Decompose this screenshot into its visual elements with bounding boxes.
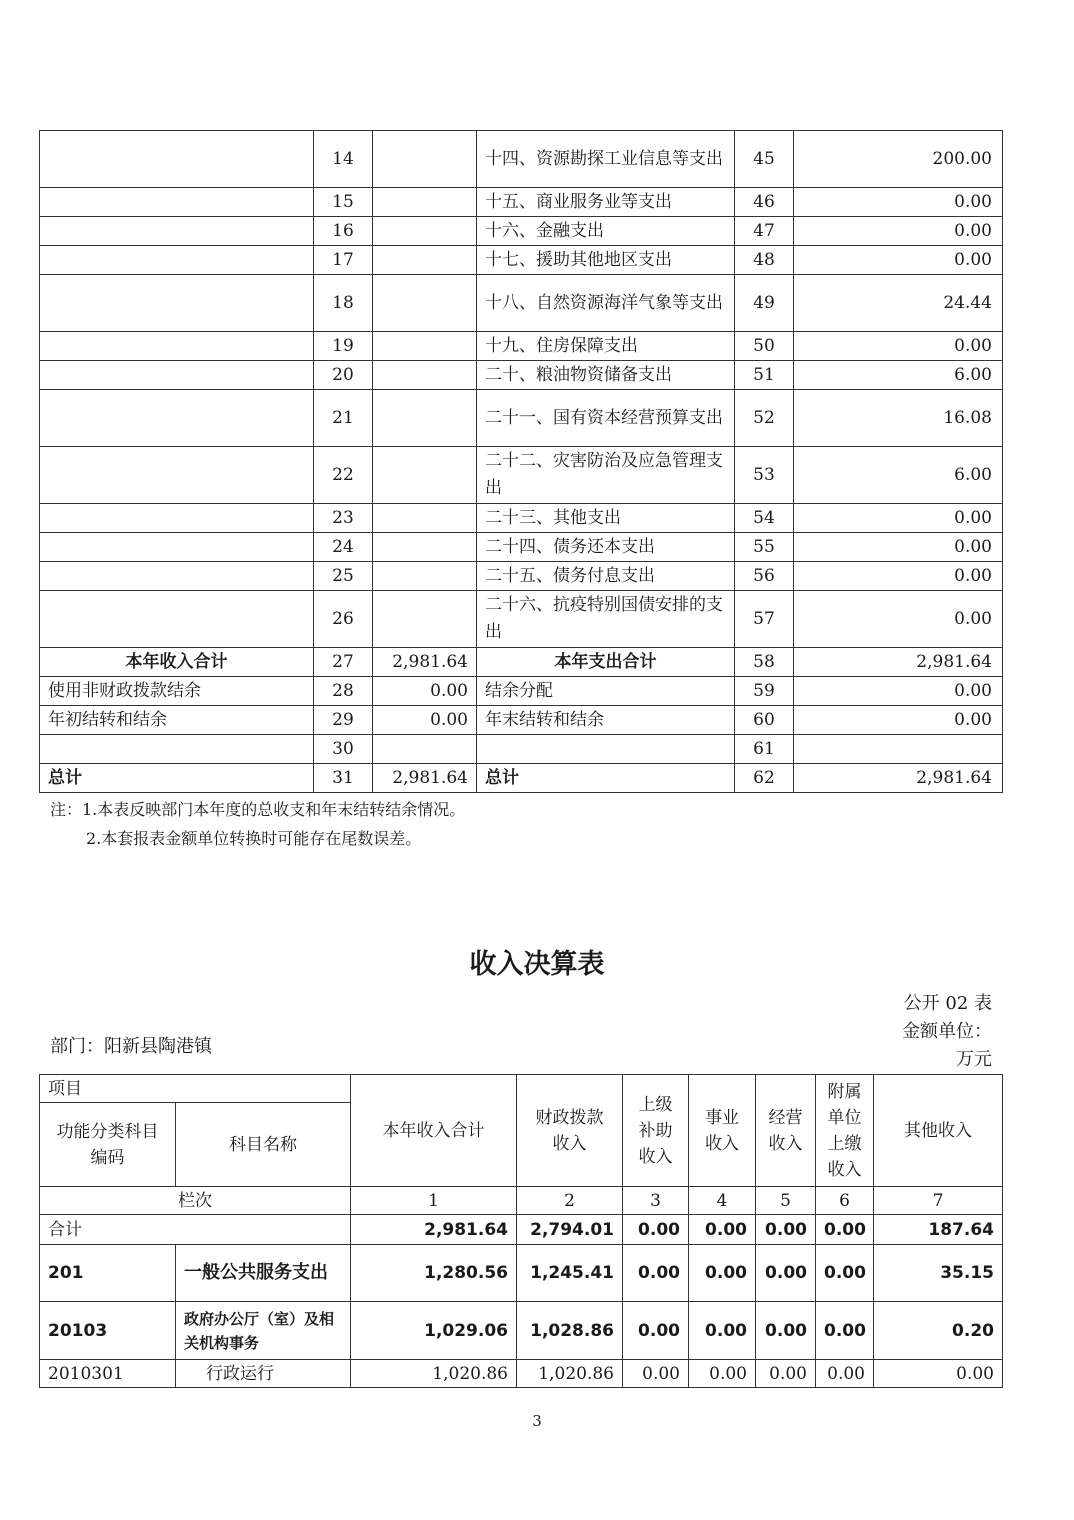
- table-row: [40, 332, 1003, 361]
- row-operating: 0.00: [756, 1245, 816, 1302]
- cell-expense-item: 结余分配: [477, 677, 735, 706]
- report-title: 收入决算表: [469, 949, 605, 980]
- cell-income-amount: [373, 591, 477, 648]
- cell-income-no: 25: [314, 562, 373, 591]
- row-superior: 0.00: [623, 1302, 689, 1360]
- cell-income-item: 年初结转和结余: [40, 706, 314, 735]
- cell-expense-no: 55: [735, 533, 794, 562]
- cell-expense-item: 年末结转和结余: [477, 706, 735, 735]
- cell-income-item: [40, 591, 314, 648]
- cell-income-no: 17: [314, 246, 373, 275]
- cell-income-item: [40, 504, 314, 533]
- cell-expense-item: 本年支出合计: [477, 648, 735, 677]
- cell-expense-amount: [794, 735, 1003, 764]
- col-index-3: 3: [623, 1187, 689, 1215]
- cell-income-amount: [373, 246, 477, 275]
- row-other: 35.15: [874, 1245, 1003, 1302]
- table-row: [40, 246, 1003, 275]
- cell-expense-item: 十六、金融支出: [477, 217, 735, 246]
- cell-income-amount: [373, 188, 477, 217]
- cell-expense-item: 十四、资源勘探工业信息等支出: [477, 131, 735, 188]
- cell-expense-amount: 0.00: [794, 591, 1003, 648]
- cell-expense-item: 二十、粮油物资储备支出: [477, 361, 735, 390]
- cell-income-item: [40, 447, 314, 504]
- cell-expense-amount: 0.00: [794, 188, 1003, 217]
- cell-income-amount: [373, 332, 477, 361]
- cell-expense-item: 二十五、债务付息支出: [477, 562, 735, 591]
- page-number: 3: [532, 1412, 542, 1430]
- row-business: 0.00: [689, 1360, 756, 1388]
- header-operating-text: 经营收入: [768, 1107, 803, 1154]
- cell-expense-no: 51: [735, 361, 794, 390]
- unit-label: 金额单位：: [902, 1021, 992, 1042]
- header-fiscal: [517, 1075, 623, 1187]
- cell-expense-amount: 0.00: [794, 706, 1003, 735]
- cell-expense-item: 十九、住房保障支出: [477, 332, 735, 361]
- cell-expense-amount: 0.00: [794, 332, 1003, 361]
- cell-income-no: 20: [314, 361, 373, 390]
- cell-income-item: [40, 275, 314, 332]
- cell-expense-no: 45: [735, 131, 794, 188]
- cell-income-item: [40, 361, 314, 390]
- row-fiscal: 1,028.86: [517, 1302, 623, 1360]
- table-row: [40, 275, 1003, 332]
- header-other: 其他收入: [874, 1075, 1003, 1187]
- table-row: [40, 1360, 1003, 1388]
- cell-income-amount: [373, 735, 477, 764]
- cell-expense-amount: 2,981.64: [794, 764, 1003, 793]
- cell-expense-no: 60: [735, 706, 794, 735]
- header-superior: [623, 1075, 689, 1187]
- table-row: [40, 504, 1003, 533]
- table-row: [40, 591, 1003, 648]
- total-superior: 0.00: [623, 1215, 689, 1245]
- header-business: [689, 1075, 756, 1187]
- header-code-text: 功能分类科目编码: [56, 1121, 159, 1168]
- row-total: 1,020.86: [351, 1360, 517, 1388]
- row-code: 20103: [40, 1302, 176, 1360]
- cell-income-item: [40, 188, 314, 217]
- total-row: [40, 1215, 1003, 1245]
- cell-expense-amount: 0.00: [794, 533, 1003, 562]
- table-row: [40, 533, 1003, 562]
- cell-expense-amount: 6.00: [794, 447, 1003, 504]
- cell-expense-amount: 24.44: [794, 275, 1003, 332]
- cell-income-amount: [373, 217, 477, 246]
- cell-income-no: 22: [314, 447, 373, 504]
- total-label: 合计: [40, 1215, 351, 1245]
- cell-expense-item: 二十三、其他支出: [477, 504, 735, 533]
- cell-expense-no: 50: [735, 332, 794, 361]
- col-index-5: 5: [756, 1187, 816, 1215]
- row-name: 一般公共服务支出: [176, 1245, 351, 1302]
- row-name: 政府办公厅（室）及相关机构事务: [176, 1302, 351, 1360]
- cell-income-no: 29: [314, 706, 373, 735]
- row-business: 0.00: [689, 1302, 756, 1360]
- header-affiliated-text: 附属单位上缴收入: [827, 1081, 862, 1180]
- cell-income-item: 总计: [40, 764, 314, 793]
- header-total: 本年收入合计: [351, 1075, 517, 1187]
- cell-expense-amount: 0.00: [794, 246, 1003, 275]
- cell-expense-item: 二十六、抗疫特别国债安排的支出: [477, 591, 735, 648]
- total-fiscal: 2,794.01: [517, 1215, 623, 1245]
- col-index-1: 1: [351, 1187, 517, 1215]
- cell-income-no: 19: [314, 332, 373, 361]
- cell-expense-no: 57: [735, 591, 794, 648]
- table-row: [40, 188, 1003, 217]
- cell-expense-no: 62: [735, 764, 794, 793]
- cell-income-amount: 2,981.64: [373, 764, 477, 793]
- header-fiscal-text: 财政拨款收入: [535, 1107, 604, 1154]
- cell-income-amount: [373, 131, 477, 188]
- cell-income-item: [40, 131, 314, 188]
- cell-income-amount: [373, 504, 477, 533]
- header-row-1: [40, 1075, 1003, 1103]
- cell-income-item: 使用非财政拨款结余: [40, 677, 314, 706]
- row-affiliated: 0.00: [816, 1245, 874, 1302]
- col-index-2: 2: [517, 1187, 623, 1215]
- form-id-block: [902, 990, 992, 1074]
- row-fiscal: 1,020.86: [517, 1360, 623, 1388]
- row-operating: 0.00: [756, 1302, 816, 1360]
- cell-income-item: [40, 562, 314, 591]
- table-row: [40, 1302, 1003, 1360]
- income-table: [39, 1074, 1003, 1388]
- cell-expense-item: 总计: [477, 764, 735, 793]
- total-business: 0.00: [689, 1215, 756, 1245]
- cell-income-amount: [373, 275, 477, 332]
- cell-income-item: [40, 246, 314, 275]
- cell-expense-amount: 0.00: [794, 562, 1003, 591]
- cell-expense-no: 59: [735, 677, 794, 706]
- table-row: [40, 677, 1003, 706]
- row-affiliated: 0.00: [816, 1302, 874, 1360]
- total-affiliated: 0.00: [816, 1215, 874, 1245]
- header-name: 科目名称: [176, 1103, 351, 1187]
- header-affiliated: [816, 1075, 874, 1187]
- total-operating: 0.00: [756, 1215, 816, 1245]
- cell-income-item: [40, 332, 314, 361]
- cell-income-no: 16: [314, 217, 373, 246]
- col-index-4: 4: [689, 1187, 756, 1215]
- table-row: [40, 648, 1003, 677]
- cell-income-no: 24: [314, 533, 373, 562]
- row-other: 0.00: [874, 1360, 1003, 1388]
- cell-expense-no: 61: [735, 735, 794, 764]
- cell-expense-amount: 200.00: [794, 131, 1003, 188]
- row-code: 201: [40, 1245, 176, 1302]
- table-row: [40, 562, 1003, 591]
- cell-income-item: [40, 217, 314, 246]
- table-row: [40, 1245, 1003, 1302]
- cell-expense-amount: 16.08: [794, 390, 1003, 447]
- table-row: [40, 447, 1003, 504]
- header-business-text: 事业收入: [705, 1107, 739, 1154]
- unit-value: 万元: [956, 1049, 992, 1070]
- header-superior-text: 上级补助收入: [638, 1094, 673, 1167]
- total-other: 187.64: [874, 1215, 1003, 1245]
- cell-income-item: [40, 735, 314, 764]
- cell-expense-amount: 0.00: [794, 217, 1003, 246]
- table-row: [40, 390, 1003, 447]
- row-other: 0.20: [874, 1302, 1003, 1360]
- summary-table: [39, 130, 1003, 793]
- cell-expense-amount: 2,981.64: [794, 648, 1003, 677]
- cell-income-no: 28: [314, 677, 373, 706]
- cell-expense-no: 56: [735, 562, 794, 591]
- row-affiliated: 0.00: [816, 1360, 874, 1388]
- cell-expense-no: 53: [735, 447, 794, 504]
- cell-income-no: 31: [314, 764, 373, 793]
- table-row: [40, 131, 1003, 188]
- row-operating: 0.00: [756, 1360, 816, 1388]
- cell-expense-no: 48: [735, 246, 794, 275]
- cell-income-amount: 0.00: [373, 677, 477, 706]
- cell-income-no: 15: [314, 188, 373, 217]
- col-index-6: 6: [816, 1187, 874, 1215]
- department-label: 部门：阳新县陶港镇: [50, 1036, 212, 1057]
- table-row: [40, 217, 1003, 246]
- cell-expense-no: 47: [735, 217, 794, 246]
- cell-expense-item: [477, 735, 735, 764]
- cell-expense-no: 58: [735, 648, 794, 677]
- table-row: [40, 764, 1003, 793]
- cell-expense-item: 二十一、国有资本经营预算支出: [477, 390, 735, 447]
- row-code: 2010301: [40, 1360, 176, 1388]
- cell-income-amount: [373, 533, 477, 562]
- row-total: 1,029.06: [351, 1302, 517, 1360]
- cell-expense-item: 二十二、灾害防治及应急管理支出: [477, 447, 735, 504]
- cell-expense-amount: 0.00: [794, 677, 1003, 706]
- cell-income-no: 18: [314, 275, 373, 332]
- note-line-1: 注：1.本表反映部门本年度的总收支和年末结转结余情况。: [50, 800, 466, 819]
- form-id: 公开 02 表: [903, 993, 992, 1014]
- header-operating: [756, 1075, 816, 1187]
- row-name: 行政运行: [176, 1360, 351, 1388]
- cell-expense-amount: 6.00: [794, 361, 1003, 390]
- row-fiscal: 1,245.41: [517, 1245, 623, 1302]
- cell-income-item: [40, 390, 314, 447]
- cell-expense-no: 49: [735, 275, 794, 332]
- cell-expense-no: 46: [735, 188, 794, 217]
- note-line-2: 2.本套报表金额单位转换时可能存在尾数误差。: [86, 829, 422, 848]
- header-project: 项目: [40, 1075, 351, 1103]
- cell-income-item: [40, 533, 314, 562]
- cell-income-no: 27: [314, 648, 373, 677]
- row-superior: 0.00: [623, 1360, 689, 1388]
- cell-expense-item: 十七、援助其他地区支出: [477, 246, 735, 275]
- cell-income-no: 14: [314, 131, 373, 188]
- header-code: [40, 1103, 176, 1187]
- cell-income-no: 26: [314, 591, 373, 648]
- cell-income-amount: [373, 447, 477, 504]
- cell-income-no: 23: [314, 504, 373, 533]
- row-business: 0.00: [689, 1245, 756, 1302]
- cell-expense-no: 52: [735, 390, 794, 447]
- table-row: [40, 735, 1003, 764]
- cell-expense-amount: 0.00: [794, 504, 1003, 533]
- table-row: [40, 706, 1003, 735]
- col-index-7: 7: [874, 1187, 1003, 1215]
- cell-expense-item: 十八、自然资源海洋气象等支出: [477, 275, 735, 332]
- col-index-label: 栏次: [40, 1187, 351, 1215]
- row-total: 1,280.56: [351, 1245, 517, 1302]
- cell-income-no: 21: [314, 390, 373, 447]
- total-total: 2,981.64: [351, 1215, 517, 1245]
- col-index-row: [40, 1187, 1003, 1215]
- cell-income-amount: [373, 390, 477, 447]
- row-superior: 0.00: [623, 1245, 689, 1302]
- cell-income-amount: 0.00: [373, 706, 477, 735]
- cell-expense-item: 二十四、债务还本支出: [477, 533, 735, 562]
- cell-income-no: 30: [314, 735, 373, 764]
- cell-income-amount: [373, 361, 477, 390]
- table-row: [40, 361, 1003, 390]
- cell-income-amount: 2,981.64: [373, 648, 477, 677]
- cell-income-item: 本年收入合计: [40, 648, 314, 677]
- cell-expense-no: 54: [735, 504, 794, 533]
- cell-income-amount: [373, 562, 477, 591]
- cell-expense-item: 十五、商业服务业等支出: [477, 188, 735, 217]
